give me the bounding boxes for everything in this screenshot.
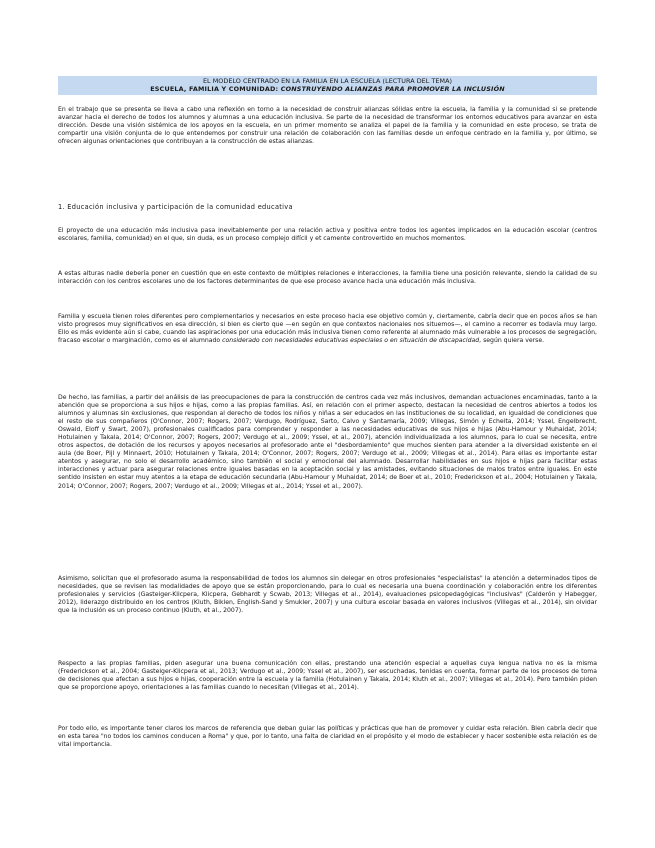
- section-heading: 1. Educación inclusiva y participación de la comunidad educativa: [58, 203, 293, 211]
- title-line-2-prefix: ESCUELA, FAMILIA Y COMUNIDAD:: [150, 85, 281, 93]
- paragraph-3-text-b: , según quiera verse.: [479, 337, 545, 345]
- paragraph-3-emphasis: considerado con necesidades educativas especiales o en situación de discapacidad: [222, 337, 480, 345]
- paragraph-6: Respecto a las propias familias, piden asegurar una buena comunicación con ellas, prestando una atención especial a aquellas cuya lengua nativa no es la misma (Frederickson et al., 2004; Gasteiger-Klicpera et al., 2013; Verdugo et al., 2009; Yssel et al., 2007), ser escuchadas, tenidas en cuenta, formar parte de los procesos de toma de decisiones que afectan a sus hijos e hijas, cooperación entre la escuela y la familia (Hotulainen y Takala, 2014; Kluth et al., 2007; Villegas et al., 2014). Pero también piden que se proporcione apoyo, orientaciones a las familias cuando lo necesitan (Villegas et al., 2014).: [58, 660, 597, 692]
- title-banner: [58, 76, 597, 95]
- paragraph-7: Por todo ello, es importante tener claros los marcos de referencia que deban guiar las políticas y prácticas que han de promover y cuidar esta relación. Bien cabría decir que en esta tarea "no todos los caminos conducen a Roma" y que, por lo tanto, una falta de claridad en el propósito y el modo de establecer y hacer sostenible esta relación es de vital importancia.: [58, 725, 597, 749]
- paragraph-5: Asimismo, solicitan que el profesorado asuma la responsabilidad de todos los alumnos sin delegar en otros profesionales "especialistas" la atención a determinados tipos de necesidades, que se revisen las modalidades de apoyo que se están proporcionando, para lo cual es necesaria una buena coordinación y colaboración entre los diferentes profesionales y servicios (Gasteiger-Klicpera, Klicpera, Gebhardt y Scwab, 2013; Villegas et al., 2014), evaluaciones psicopedagógicas "inclusivas" (Calderón y Habegger, 2012), liderazgo distribuido en los centros (Kluth, Biklen, English-Sand y Smukler, 2007) y una cultura escolar basada en valores inclusivos (Villegas et al., 2014), sin olvidar que la inclusión es un proceso continuo (Kluth, et al., 2007).: [58, 575, 597, 615]
- paragraph-4: De hecho, las familias, a partir del análisis de las preocupaciones de para la construcción de centros cada vez más inclusivos, demandan actuaciones encaminadas, tanto a la atención que se proporciona a sus hijos e hijas, como a las propias familias. Así, en relación con el primer aspecto, destacan la necesidad de centros abiertos a todos los alumnos y alumnas sin exclusiones, que respondan al derecho de todos los niños y niñas a ser educados en las instituciones de su localidad, en igualdad de condiciones que el resto de sus compañeros (O'Connor, 2007; Rogers, 2007; Verdugo, Rodríguez, Sarto, Calvo y Santamaría, 2009; Villegas, Simón y Echeita, 2014; Yssel, Engelbrecht, Oswald, Eloff y Swart, 2007), profesionales cualificados para comprender y responder a las necesidades educativas de sus hijos e hijas (Abu-Hamour y Muhaidat, 2014; Hotulainen y Takala, 2014; O'Connor, 2007; Rogers, 2007; Verdugo et al., 2009; Yssel, et al., 2007), atención individualizada a los alumnos, para lo cual se necesita, entre otros aspectos, de dotación de los recursos y apoyos necesarios al profesorado ante el "desbordamiento" que muchos sienten para atender a la diversidad existente en el aula (de Boer, Pijl y Minnaert, 2010; Hotulainen y Takala, 2014; O'Connor, 2007; Rogers, 2007; Verdugo et al., 2009; Villegas et al., 2014). Para ellas es importante estar atentos y asegurar, no solo el desarrollo académico, sino también el social y emocional del alumnado. Desarrollar habilidades en sus hijos e hijas para facilitar estas interacciones y actuar para asegurar relaciones entre iguales basadas en la aceptación social y las amistades, evitando situaciones de malos tratos entre iguales. En este sentido insisten en estar muy atentos a la etapa de educación secundaria (Abu-Hamour y Muhaidat, 2014; de Boer et al., 2010; Frederickson et al., 2004; Hotulainen y Takala, 2014; O'Connor, 2007; Rogers, 2007; Verdugo et al., 2009; Villegas et al., 2014; Yssel et al., 2007).: [58, 394, 597, 490]
- paragraph-1: El proyecto de una educación más inclusiva pasa inevitablemente por una relación activa y positiva entre todos los agentes implicados en la educación escolar (centros escolares, familia, comunidad) en el que, sin duda, es un proceso complejo difícil y et camente controvertido en muchos momentos.: [58, 227, 597, 243]
- paragraph-2: A estas alturas nadie debería poner en cuestión que en este contexto de múltiples relaciones e interacciones, la familia tiene una posición relevante, siendo la calidad de su interacción con los centros escolares uno de los factores determinantes de que ese proceso avance hacia una educación más inclusiva.: [58, 270, 597, 286]
- paragraph-3-text-a: Familia y escuela tienen roles diferentes pero complementarios y necesarios en este proceso hacia ese objetivo común y, ciertamente, cabría decir que en pocos años se han visto progresos muy significativos en esa dirección, si bien es cierto que —en según en que contextos nacionales nos situemos—, el camino a recorrer es todavía muy largo. Ello es más evidente aún si cabe, cuando las aspiraciones por una educación más inclusiva tienen como referente al alumnado más vulnerable a los procesos de segregación, fracaso escolar o marginación, como es el alumnado: [58, 313, 597, 345]
- title-line-1: EL MODELO CENTRADO EN LA FAMILIA EN LA ESCUELA (LECTURA DEL TEMA): [202, 77, 453, 85]
- title-line-2: [58, 85, 597, 93]
- paragraph-3: [58, 313, 597, 345]
- intro-paragraph: En el trabajo que se presenta se lleva a cabo una reflexión en torno a la necesidad de construir alianzas sólidas entre la escuela, la familia y la comunidad si se pretende avanzar hacia el derecho de todos los alumnos y alumnas a una educación inclusiva. Se parte de la necesidad de transformar los entornos educativos para avanzar en esta dirección. Desde una visión sistémica de los apoyos en la escuela, en un primer momento se analiza el papel de la familia y la comunidad en este proceso, se trata de compartir una visión conjunta de lo que entendemos por construir una relación de colaboración con las familias desde un enfoque centrado en la familia y, por último, se ofrecen algunas orientaciones que contribuyan a la construcción de estas alianzas.: [58, 106, 597, 146]
- title-line-2-emphasis: CONSTRUYENDO ALIANZAS PARA PROMOVER LA INCLUSIÓN: [280, 85, 505, 93]
